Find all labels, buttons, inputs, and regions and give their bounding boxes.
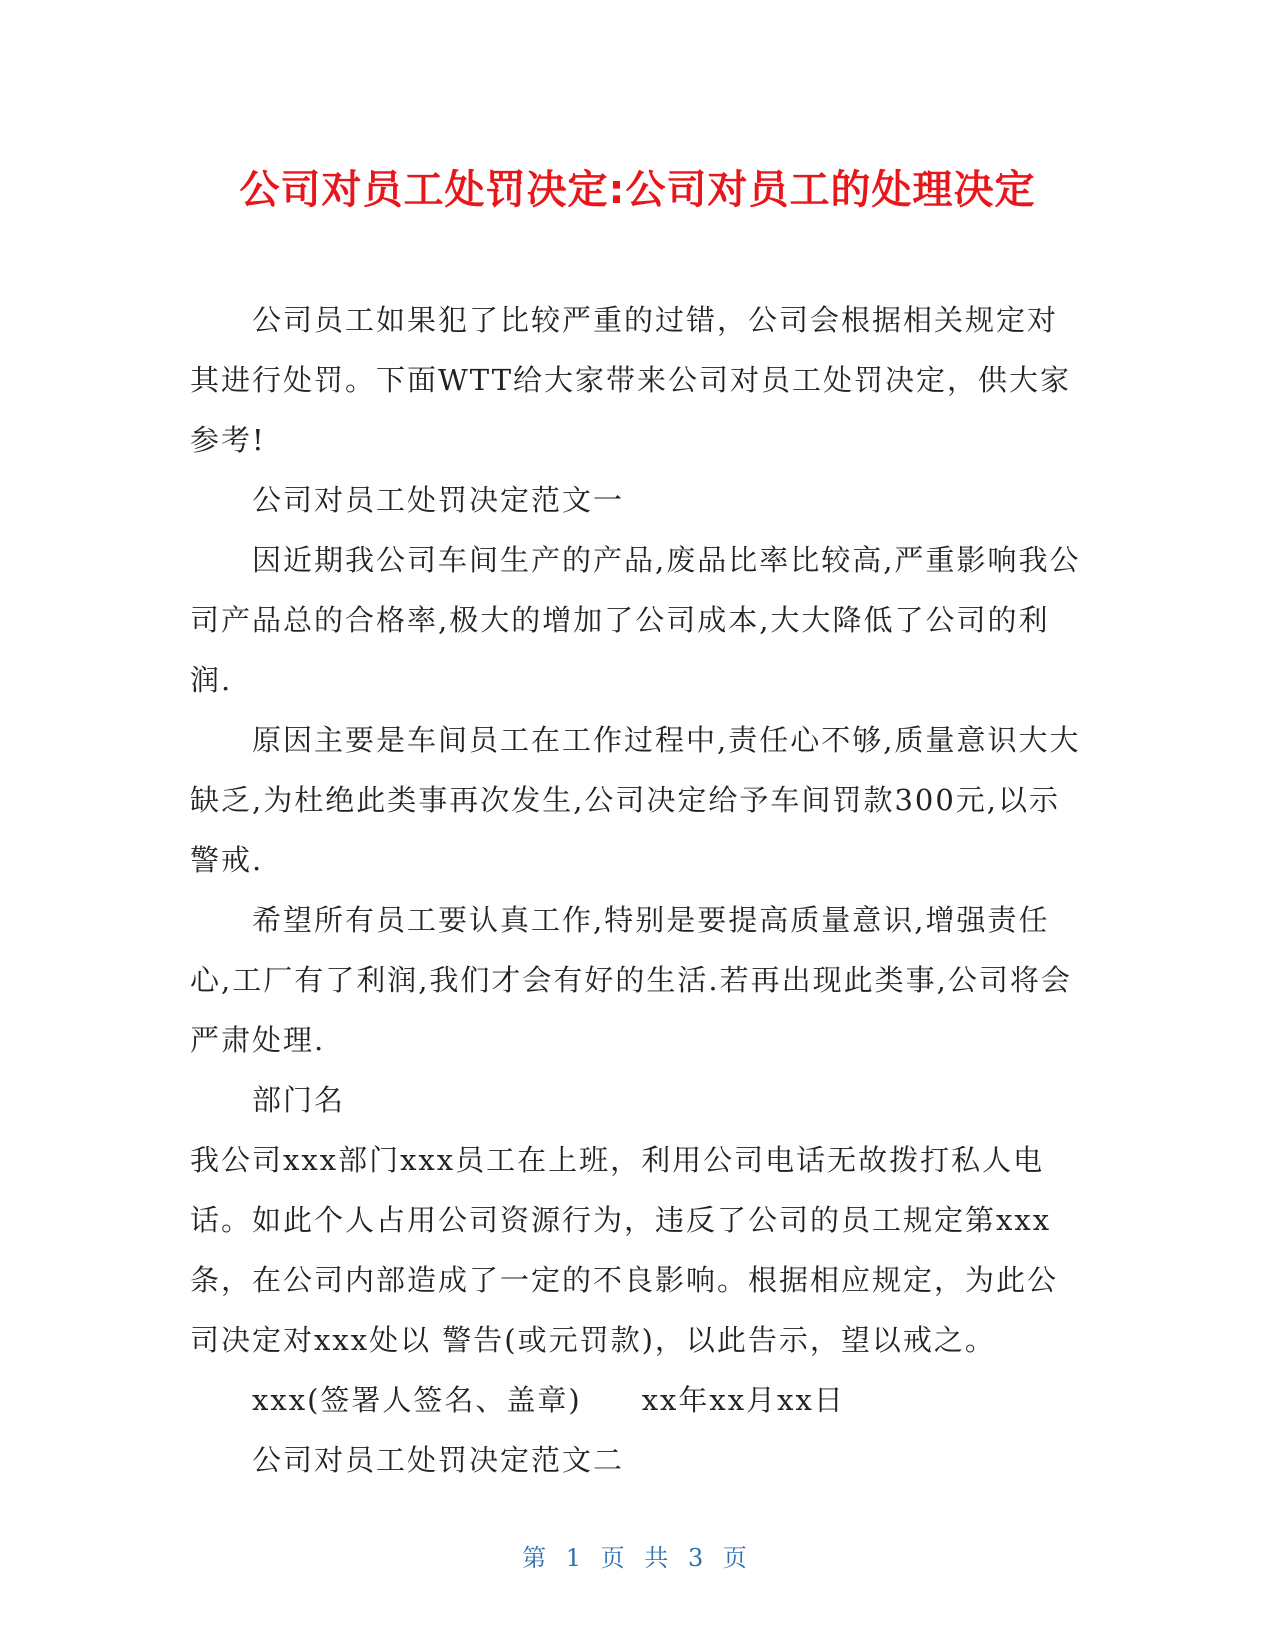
department-label: 部门名	[252, 1083, 346, 1117]
date-text: xx年xx月xx日	[641, 1383, 845, 1417]
intro-paragraph: 公司员工如果犯了比较严重的过错，公司会根据相关规定对其进行处罚。下面WTT给大家带来公司对员工处罚决定，供大家参考!	[190, 303, 1072, 457]
paragraph-1: 因近期我公司车间生产的产品,废品比率比较高,严重影响我公司产品总的合格率,极大的增加了公司成本,大大降低了公司的利润.	[190, 543, 1081, 697]
section-heading-2: 公司对员工处罚决定范文二	[252, 1443, 625, 1477]
paragraph-4: 我公司xxx部门xxx员工在上班，利用公司电话无故拨打私人电话。如此个人占用公司资源行为，违反了公司的员工规定第xxx条，在公司内部造成了一定的不良影响。根据相应规定，为此公司决定对xxx处以 警告(或元罚款)，以此告示，望以戒之。	[190, 1143, 1059, 1357]
signer-text: xxx(签署人签名、盖章)	[252, 1383, 582, 1417]
page-footer: 第 1 页 共 3 页	[522, 1544, 753, 1572]
section-heading-1: 公司对员工处罚决定范文一	[252, 483, 625, 517]
signature-row	[190, 1370, 1085, 1430]
document-title: 公司对员工处罚决定:公司对员工的处理决定	[239, 167, 1036, 213]
paragraph-3: 希望所有员工要认真工作,特别是要提高质量意识,增强责任心,工厂有了利润,我们才会有好的生活.若再出现此类事,公司将会严肃处理.	[190, 903, 1072, 1057]
document-body	[190, 290, 1085, 1490]
paragraph-2: 原因主要是车间员工在工作过程中,责任心不够,质量意识大大缺乏,为杜绝此类事再次发生,公司决定给予车间罚款300元,以示警戒.	[190, 723, 1081, 877]
